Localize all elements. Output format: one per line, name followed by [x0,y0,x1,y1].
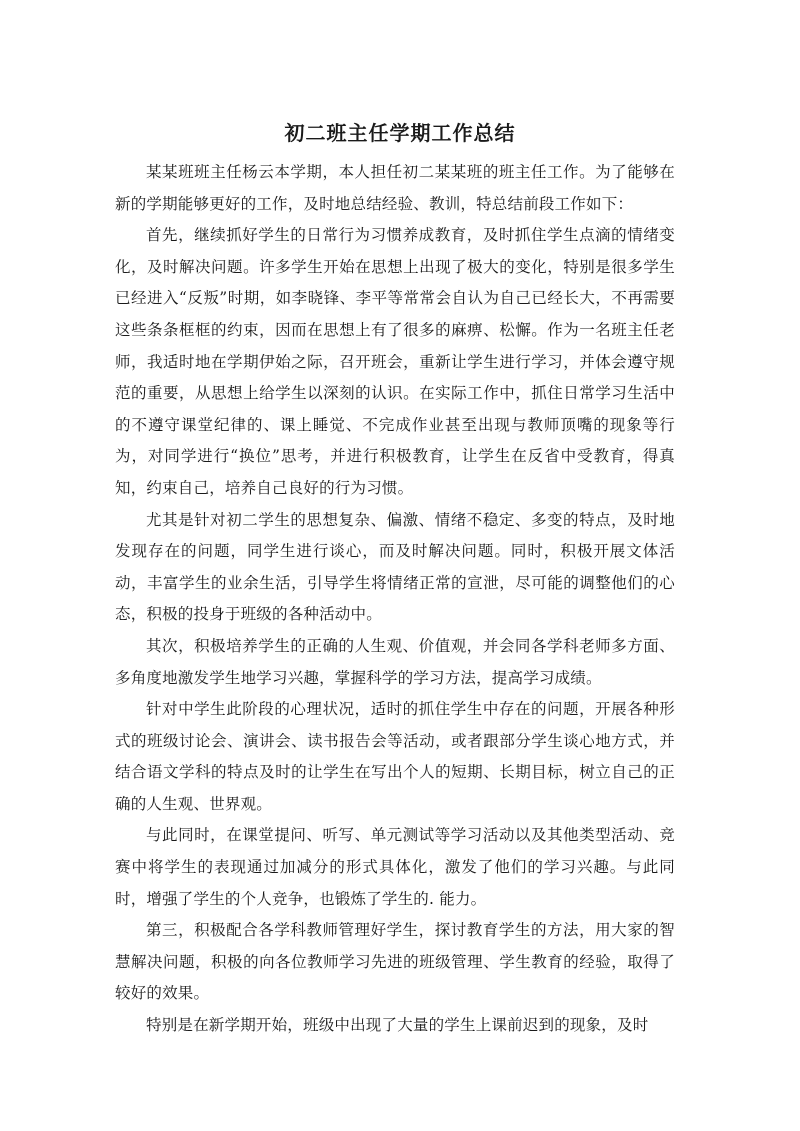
document-title: 初二班主任学期工作总结 [284,121,516,145]
paragraph-3: 尤其是针对初二学生的思想复杂、偏激、情绪不稳定、多变的特点，及时地发现存在的问题，同学生进行谈心，而及时解决问题。同时，积极开展文体活动，丰富学生的业余生活，引导学生将情绪正常的宣泄，尽可能的调整他们的心态，积极的投身于班级的各种活动中。 [115,510,675,624]
paragraph-7: 第三，积极配合各学科教师管理好学生，探讨教育学生的方法，用大家的智慧解决问题，积极的向各位教师学习先进的班级管理、学生教育的经验，取得了较好的效果。 [115,921,675,1003]
paragraph-1: 某某班班主任杨云本学期，本人担任初二某某班的班主任工作。为了能够在新的学期能够更好的工作，及时地总结经验、教训，特总结前段工作如下： [115,163,675,213]
paragraph-6: 与此同时，在课堂提问、听写、单元测试等学习活动以及其他类型活动、竞赛中将学生的表现通过加减分的形式具体化，激发了他们的学习兴趣。与此同时，增强了学生的个人竞争，也锻炼了学生的. 能力。 [115,826,675,908]
paragraph-4: 其次，积极培养学生的正确的人生观、价值观，并会同各学科老师多方面、多角度地激发学生地学习兴趣，掌握科学的学习方法，提高学习成绩。 [115,636,675,687]
paragraph-5: 针对中学生此阶段的心理状况，适时的抓住学生中存在的问题，开展各种形式的班级讨论会、演讲会、读书报告会等活动，或者跟部分学生谈心地方式，并结合语文学科的特点及时的让学生在写出个人的短期、长期目标，树立自己的正确的人生观、世界观。 [115,700,675,813]
document-body [115,157,675,1042]
paragraph-8: 特别是在新学期开始，班级中出现了大量的学生上课前迟到的现象，及时 [146,1016,649,1035]
paragraph-2: 首先，继续抓好学生的日常行为习惯养成教育，及时抓住学生点滴的情绪变化，及时解决问题。许多学生开始在思想上出现了极大的变化，特别是很多学生已经进入“反叛”时期，如李晓锋、李平等常常会自认为自己已经长大，不再需要这些条条框框的约束，因而在思想上有了很多的麻痹、松懈。作为一名班主任老师，我适时地在学期伊始之际，召开班会，重新让学生进行学习，并体会遵守规范的重要，从思想上给学生以深刻的认识。在实际工作中，抓住日常学习生活中的不遵守课堂纪律的、课上睡觉、不完成作业甚至出现与教师顶嘴的现象等行为，对同学进行“换位”思考，并进行积极教育，让学生在反省中受教育，得真知，约束自己，培养自己良好的行为习惯。 [115,226,675,497]
